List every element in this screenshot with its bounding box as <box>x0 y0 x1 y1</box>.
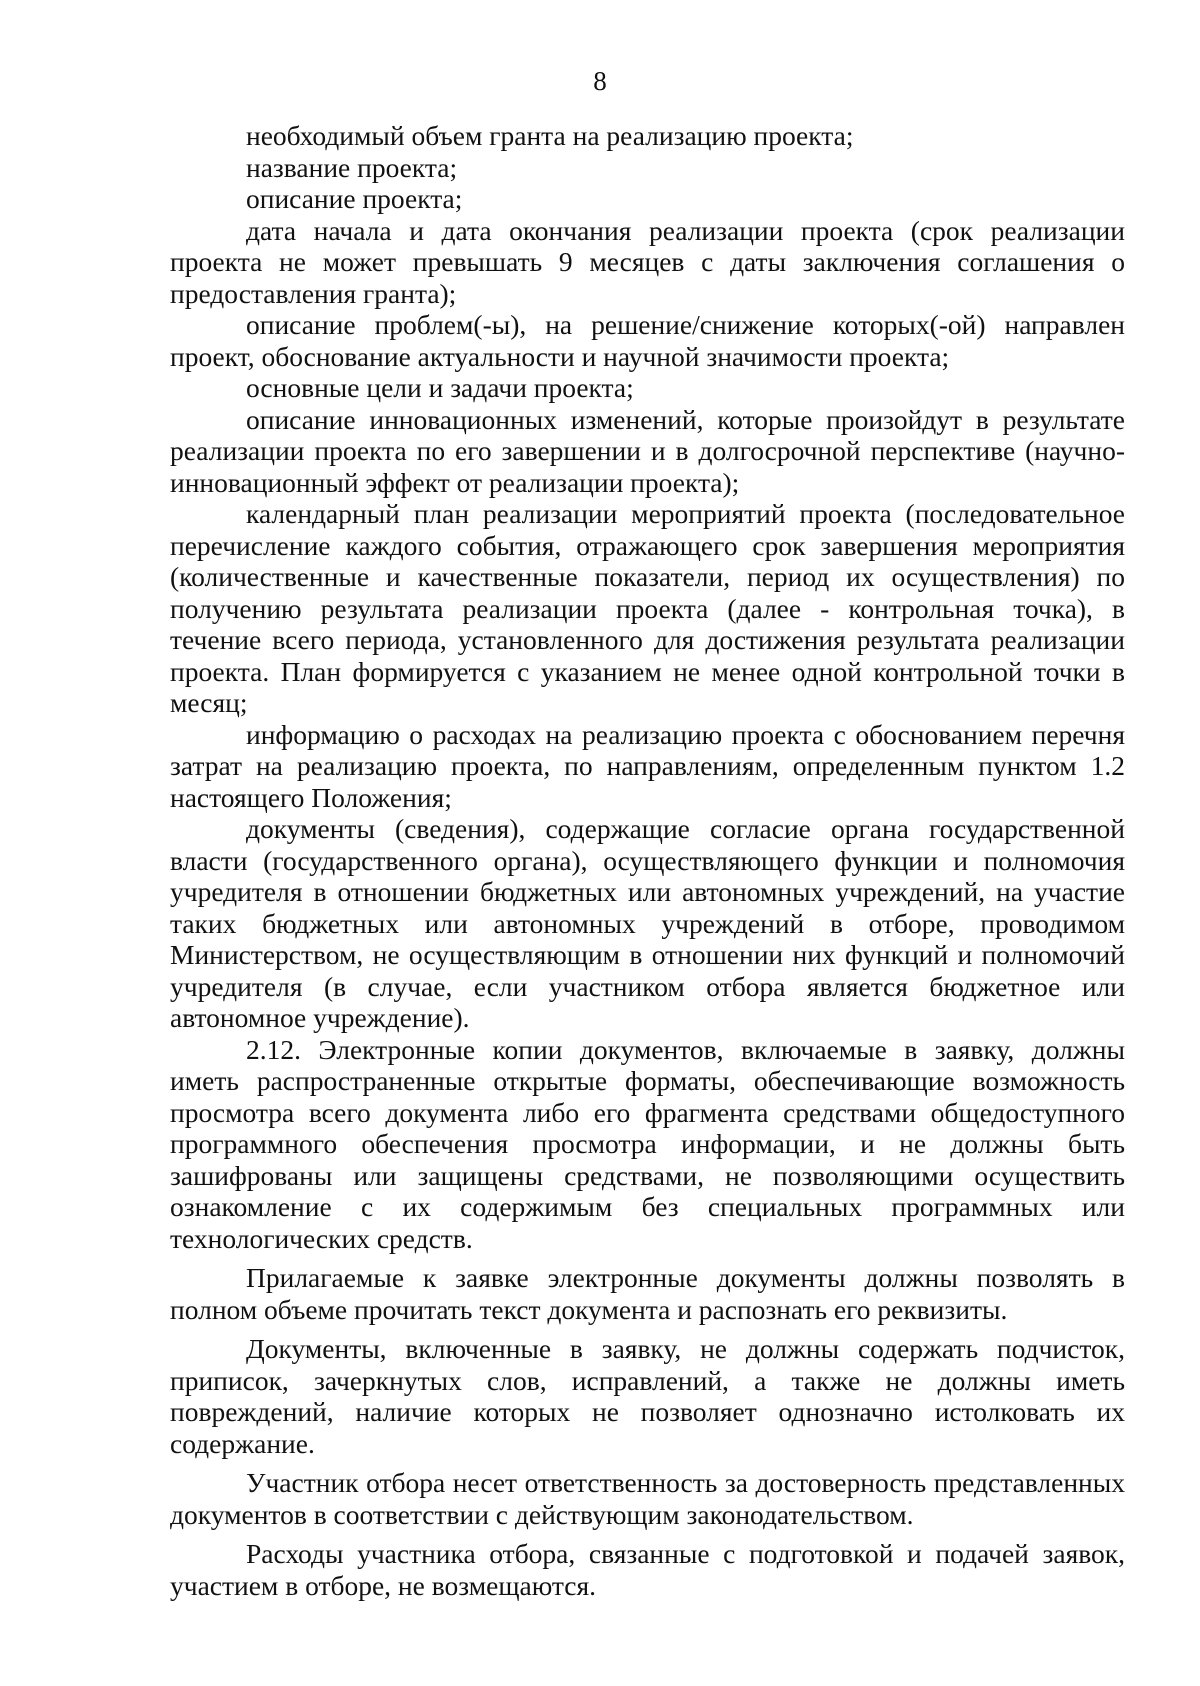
paragraph-attached-documents: Прилагаемые к заявке электронные документы должны позволять в полном объеме прочитать текст документа и распознать его реквизиты. <box>170 1262 1125 1325</box>
paragraph-innovations: описание инновационных изменений, которые произойдут в результате реализации проекта по его завершении и в долгосрочной перспективе (научно-инновационный эффект от реализации проекта); <box>170 403 1125 498</box>
paragraph-project-name: название проекта; <box>246 151 458 183</box>
paragraph-document-requirements: Документы, включенные в заявку, не должны содержать подчисток, приписок, зачеркнутых слов, исправлений, а также не должны иметь повреждений, наличие которых не позволяет однозначно истолковать их содержание. <box>170 1333 1125 1459</box>
page-number: 8 <box>593 66 607 96</box>
paragraph-goals: основные цели и задачи проекта; <box>246 372 634 403</box>
paragraph-consent-documents: документы (сведения), содержащие согласие органа государственной власти (государственного органа), осуществляющего функции и полномочия учредителя в отношении бюджетных или автономных учреждений, на участие таких бюджетных или автономных учреждений в отборе, проводимом Министерством, не осуществляющим в отношении них функций и полномочий учредителя (в случае, если участником отбора является бюджетное или автономное учреждение). <box>170 813 1125 1033</box>
paragraph-project-dates: дата начала и дата окончания реализации проекта (срок реализации проекта не может превышать 9 месяцев с даты заключения соглашения о предоставления гранта); <box>170 214 1125 309</box>
paragraph-expenses: информацию о расходах на реализацию проекта с обоснованием перечня затрат на реализацию проекта, по направлениям, определенным пунктом 1.2 настоящего Положения; <box>170 718 1125 813</box>
paragraph-expenses-not-reimbursed: Расходы участника отбора, связанные с подготовкой и подачей заявок, участием в отборе, не возмещаются. <box>170 1538 1125 1601</box>
paragraph-2-12-electronic-copies: 2.12. Электронные копии документов, включаемые в заявку, должны иметь распространенные открытые форматы, обеспечивающие возможность просмотра всего документа либо его фрагмента средствами общедоступного программного обеспечения просмотра информации, и не должны быть зашифрованы или защищены средствами, не позволяющими осуществить ознакомление с их содержимым без специальных программных или технологических средств. <box>170 1033 1125 1254</box>
paragraph-responsibility: Участник отбора несет ответственность за достоверность представленных документов в соответствии с действующим законодательством. <box>170 1467 1125 1530</box>
paragraph-project-description: описание проекта; <box>246 183 463 214</box>
document-body <box>170 120 1125 1601</box>
paragraph-problems: описание проблем(-ы), на решение/снижение которых(-ой) направлен проект, обоснование актуальности и научной значимости проекта; <box>170 309 1125 372</box>
paragraph-calendar-plan: календарный план реализации мероприятий проекта (последовательное перечисление каждого события, отражающего срок завершения мероприятия (количественные и качественные показатели, период их осуществления) по получению результата реализации проекта (далее - контрольная точка), в течение всего периода, установленного для достижения результата реализации проекта. План формируется с указанием не менее одной контрольной точки в месяц; <box>170 498 1125 718</box>
paragraph-grant-volume: необходимый объем гранта на реализацию проекта; <box>246 120 854 151</box>
